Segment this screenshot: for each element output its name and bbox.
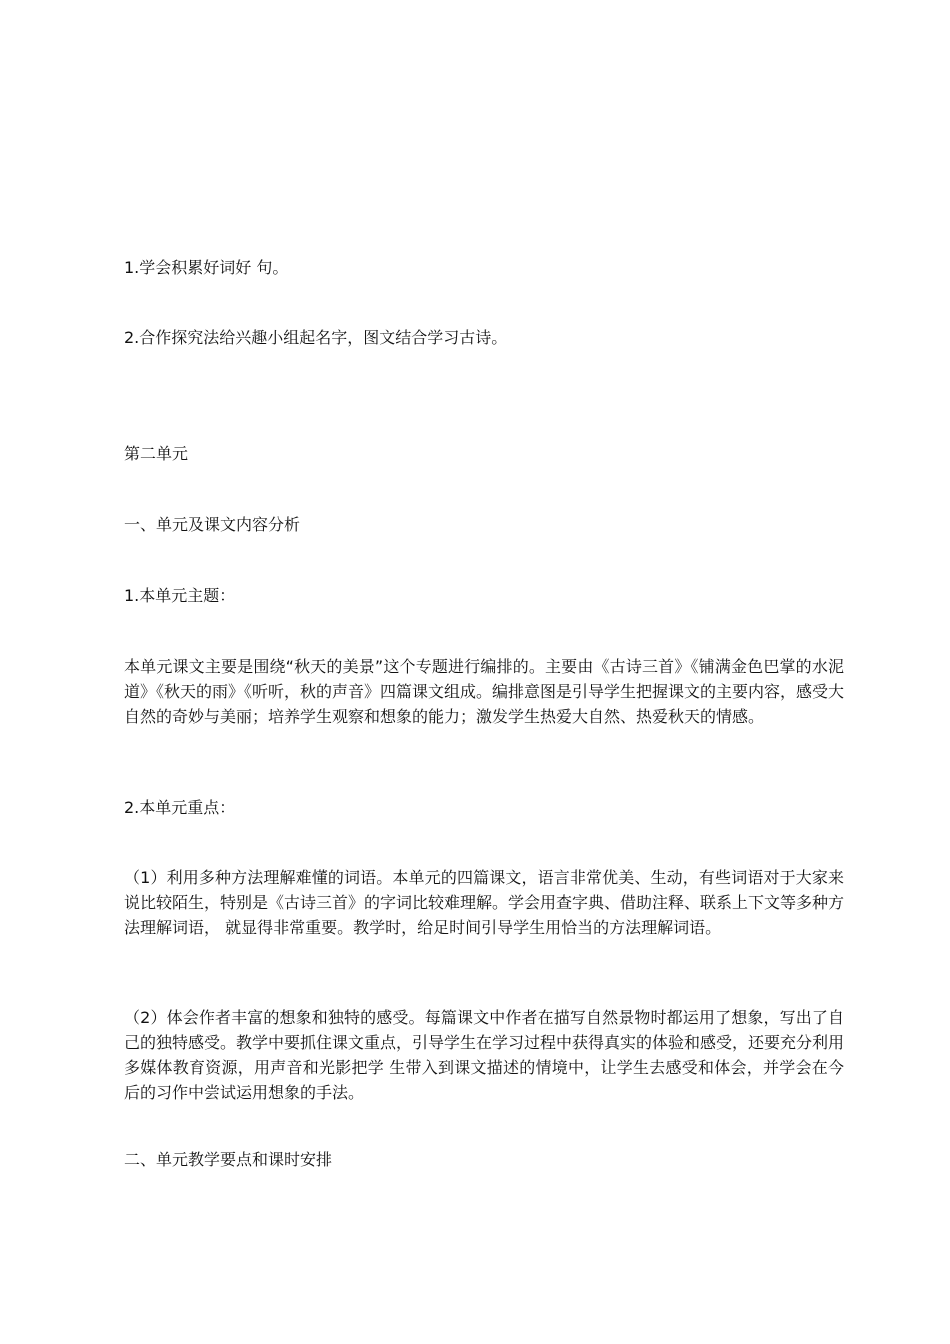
theme-label: 1.本单元主题： — [124, 586, 236, 605]
list-item: 1.学会积累好词好 句。 — [124, 258, 289, 277]
section-heading: 二、单元教学要点和课时安排 — [124, 1150, 333, 1169]
list-item: 2.合作探究法给兴趣小组起名字，图文结合学习古诗。 — [124, 328, 508, 347]
focus-point-paragraph: （2）体会作者丰富的想象和独特的感受。每篇课文中作者在描写自然景物时都运用了想象，写出了自己的独特感受。教学中要抓住课文重点，引导学生在学习过程中获得真实的体验和感受，还要充分利用多媒体教育资源，用声音和光影把学 生带入到课文描述的情境中，让学生去感受和体会，并学会在今后的习作中尝试运用想象的手法。 — [124, 1008, 845, 1102]
focus-label: 2.本单元重点： — [124, 798, 236, 817]
theme-paragraph: 本单元课文主要是围绕“秋天的美景”这个专题进行编排的。主要由《古诗三首》《铺满金色巴掌的水泥道》《秋天的雨》《听听，秋的声音》四篇课文组成。编排意图是引导学生把握课文的主要内容，感受大自然的奇妙与美丽；培养学生观察和想象的能力；激发学生热爱大自然、热爱秋天的情感。 — [124, 657, 845, 726]
focus-point-paragraph: （1）利用多种方法理解难懂的词语。本单元的四篇课文，语言非常优美、生动，有些词语对于大家来说比较陌生，特别是《古诗三首》的字词比较难理解。学会用查字典、借助注释、联系上下文等多种方法理解词语， 就显得非常重要。教学时，给足时间引导学生用恰当的方法理解词语。 — [124, 868, 845, 937]
unit-title: 第二单元 — [124, 444, 189, 463]
section-heading: 一、单元及课文内容分析 — [124, 515, 301, 534]
